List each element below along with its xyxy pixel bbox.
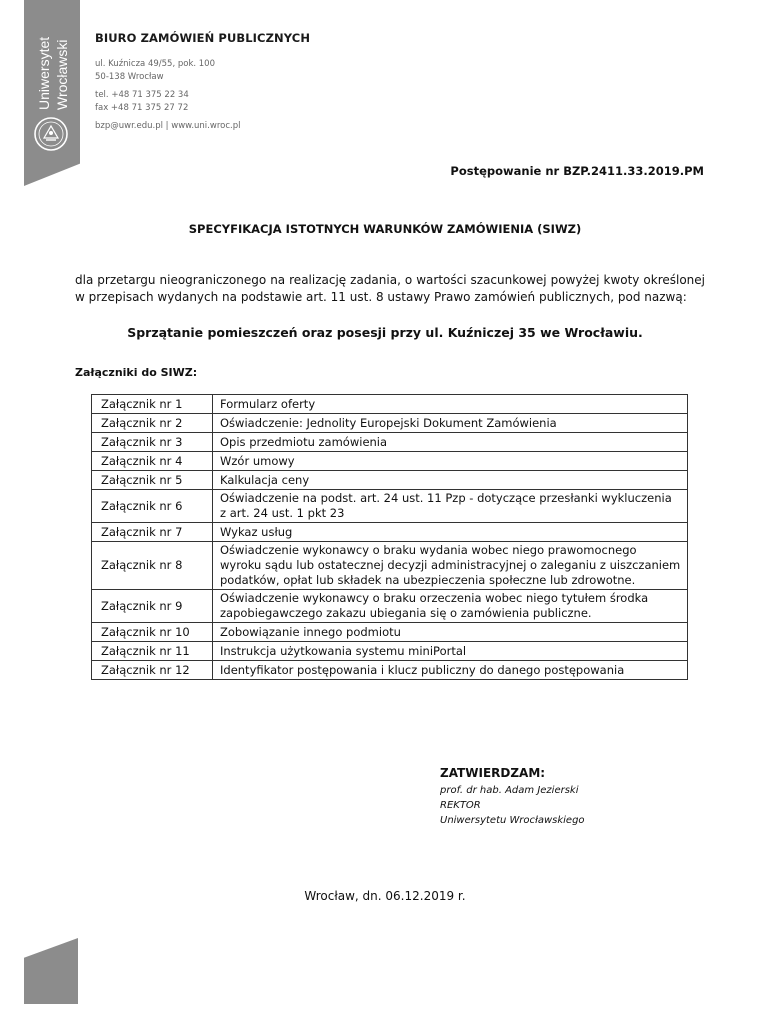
fax-line: fax +48 71 375 27 72	[95, 103, 189, 113]
table-row	[92, 490, 688, 523]
table-row	[92, 395, 688, 414]
office-contact-block	[95, 58, 240, 133]
attachment-label: Załącznik nr 6	[92, 490, 213, 523]
university-name-line: Uniwersytet	[36, 36, 52, 110]
table-row	[92, 433, 688, 452]
university-seal-icon	[33, 116, 69, 152]
attachment-description: Oświadczenie wykonawcy o braku wydania wobec niego prawomocnego wyroku sądu lub ostatecznej decyzji administracyjnej o zaleganiu z uiszczaniem podatków, opłat lub składek na ubezpieczenia społeczne lub zdrowotne.	[213, 542, 688, 590]
attachment-description: Wzór umowy	[213, 452, 688, 471]
approver-institution: Uniwersytetu Wrocławskiego	[440, 815, 585, 826]
attachment-description: Opis przedmiotu zamówienia	[213, 433, 688, 452]
place-and-date: Wrocław, dn. 06.12.2019 r.	[304, 889, 466, 903]
footer-side-band	[24, 938, 78, 1004]
university-name-line: Wrocławski	[54, 39, 70, 110]
attachment-label: Załącznik nr 12	[92, 661, 213, 680]
table-row	[92, 590, 688, 623]
attachment-description: Identyfikator postępowania i klucz publiczny do danego postępowania	[213, 661, 688, 680]
attachment-description: Oświadczenie na podst. art. 24 ust. 11 Pzp - dotyczące przesłanki wykluczenia z art. 24 ust. 1 pkt 23	[213, 490, 688, 523]
address-line: 50-138 Wrocław	[95, 72, 164, 82]
attachment-label: Załącznik nr 2	[92, 414, 213, 433]
table-row	[92, 642, 688, 661]
table-row	[92, 471, 688, 490]
address-line: ul. Kuźnicza 49/55, pok. 100	[95, 59, 215, 69]
attachment-label: Załącznik nr 3	[92, 433, 213, 452]
attachment-label: Załącznik nr 5	[92, 471, 213, 490]
document-title: SPECYFIKACJA ISTOTNYCH WARUNKÓW ZAMÓWIENIA (SIWZ)	[188, 222, 582, 236]
table-row	[92, 452, 688, 471]
attachment-description: Kalkulacja ceny	[213, 471, 688, 490]
office-title: BIURO ZAMÓWIEŃ PUBLICZNYCH	[95, 31, 311, 45]
approver-role: REKTOR	[440, 800, 481, 811]
table-row	[92, 623, 688, 642]
attachments-heading: Załączniki do SIWZ:	[75, 366, 198, 379]
attachment-description: Formularz oferty	[213, 395, 688, 414]
contract-subject: Sprzątanie pomieszczeń oraz posesji przy ul. Kuźniczej 35 we Wrocławiu.	[127, 325, 643, 340]
table-row	[92, 414, 688, 433]
approval-block	[440, 766, 585, 828]
attachment-label: Załącznik nr 7	[92, 523, 213, 542]
table-row	[92, 661, 688, 680]
approval-label: ZATWIERDZAM:	[440, 766, 546, 780]
proceeding-number: Postępowanie nr BZP.2411.33.2019.PM	[450, 164, 704, 178]
attachment-label: Załącznik nr 4	[92, 452, 213, 471]
attachment-label: Załącznik nr 8	[92, 542, 213, 590]
attachment-label: Załącznik nr 11	[92, 642, 213, 661]
attachment-label: Załącznik nr 10	[92, 623, 213, 642]
attachments-table	[91, 394, 688, 680]
attachment-description: Instrukcja użytkowania systemu miniPortal	[213, 642, 688, 661]
attachment-label: Załącznik nr 1	[92, 395, 213, 414]
phone-line: tel. +48 71 375 22 34	[95, 90, 189, 100]
university-name-vertical	[31, 26, 75, 112]
attachment-description: Oświadczenie wykonawcy o braku orzeczenia wobec niego tytułem środka zapobiegawczego zakazu ubiegania się o zamówienia publiczne.	[213, 590, 688, 623]
email-website-line: bzp@uwr.edu.pl | www.uni.wroc.pl	[95, 121, 241, 131]
attachment-label: Załącznik nr 9	[92, 590, 213, 623]
intro-paragraph: dla przetargu nieograniczonego na realizację zadania, o wartości szacunkowej powyżej kwoty określonej w przepisach wydanych na podstawie art. 11 ust. 8 ustawy Prawo zamówień publicznych, pod nazwą:	[75, 273, 705, 304]
table-row	[92, 542, 688, 590]
attachment-description: Zobowiązanie innego podmiotu	[213, 623, 688, 642]
attachment-description: Wykaz usług	[213, 523, 688, 542]
attachment-description: Oświadczenie: Jednolity Europejski Dokument Zamówienia	[213, 414, 688, 433]
table-row	[92, 523, 688, 542]
approver-name: prof. dr hab. Adam Jezierski	[440, 785, 579, 796]
